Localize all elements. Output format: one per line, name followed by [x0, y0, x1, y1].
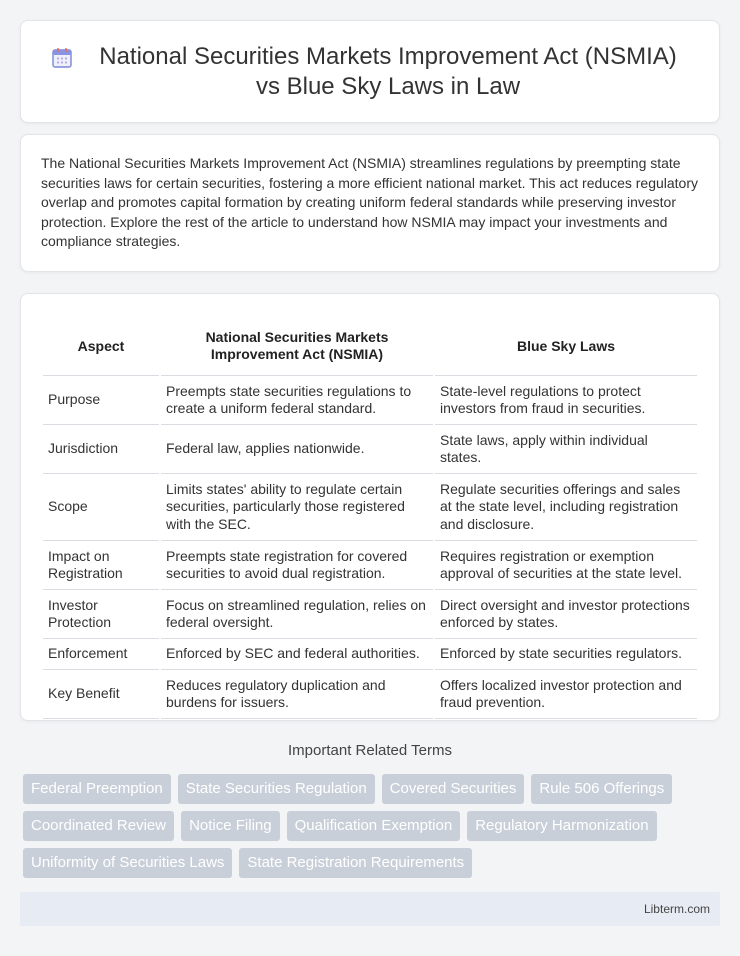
table-cell-blue-sky: Regulate securities offerings and sales at the state level, including registration and disclosure.: [435, 474, 697, 541]
table-cell-nsmia: Federal law, applies nationwide.: [161, 425, 433, 474]
table-row: [43, 425, 697, 474]
table-cell-nsmia: Focus on streamlined regulation, relies on federal oversight.: [161, 590, 433, 639]
table-cell-nsmia: Limits states' ability to regulate certain securities, particularly those registered with the SEC.: [161, 474, 433, 541]
table-cell-aspect: Jurisdiction: [43, 425, 159, 474]
related-term-tag[interactable]: Notice Filing: [181, 811, 280, 841]
table-cell-blue-sky: Requires registration or exemption approval of securities at the state level.: [435, 541, 697, 590]
footer-bar: [20, 892, 720, 926]
table-cell-nsmia: Preempts state securities regulations to create a uniform federal standard.: [161, 376, 433, 425]
related-term-tag[interactable]: Coordinated Review: [23, 811, 174, 841]
table-cell-blue-sky: State-level regulations to protect investors from fraud in securities.: [435, 376, 697, 425]
related-term-tag[interactable]: Qualification Exemption: [287, 811, 461, 841]
related-terms-heading: Important Related Terms: [288, 742, 452, 759]
table-cell-aspect: Scope: [43, 474, 159, 541]
calendar-icon: [51, 47, 73, 69]
table-cell-aspect: Enforcement: [43, 639, 159, 670]
table-header-row: [43, 314, 697, 376]
related-term-tag[interactable]: Uniformity of Securities Laws: [23, 848, 232, 878]
intro-card: [20, 134, 720, 272]
table-cell-aspect: Investor Protection: [43, 590, 159, 639]
related-term-tag[interactable]: State Registration Requirements: [239, 848, 472, 878]
intro-paragraph: The National Securities Markets Improvement Act (NSMIA) streamlines regulations by preempting state securities laws for certain securities, fostering a more efficient national market. This act reduces regulatory overlap and promotes capital formation by creating uniform federal standards while preserving investor protection. Explore the rest of the article to understand how NSMIA may impact your investments and compliance strategies.: [41, 155, 698, 249]
table-cell-nsmia: Reduces regulatory duplication and burdens for issuers.: [161, 670, 433, 719]
related-term-tag[interactable]: Covered Securities: [382, 774, 525, 804]
related-term-tag[interactable]: Regulatory Harmonization: [467, 811, 656, 841]
related-terms-list: [23, 774, 723, 878]
related-term-tag[interactable]: Federal Preemption: [23, 774, 171, 804]
table-row: [43, 590, 697, 639]
column-header-nsmia: National Securities Markets Improvement Act (NSMIA): [161, 314, 433, 376]
table-cell-nsmia: Enforced by SEC and federal authorities.: [161, 639, 433, 670]
table-cell-aspect: Impact on Registration: [43, 541, 159, 590]
page-title: National Securities Markets Improvement Act (NSMIA) vs Blue Sky Laws in Law: [99, 42, 677, 100]
table-cell-nsmia: Preempts state registration for covered securities to avoid dual registration.: [161, 541, 433, 590]
table-row: [43, 376, 697, 425]
footer-site-link[interactable]: Libterm.com: [643, 902, 710, 916]
column-header-blue-sky: Blue Sky Laws: [435, 314, 697, 376]
related-term-tag[interactable]: Rule 506 Offerings: [531, 774, 672, 804]
table-cell-blue-sky: Offers localized investor protection and fraud prevention.: [435, 670, 697, 719]
column-header-aspect: Aspect: [43, 314, 159, 376]
table-cell-blue-sky: State laws, apply within individual states.: [435, 425, 697, 474]
comparison-card: [20, 293, 720, 721]
table-cell-aspect: Key Benefit: [43, 670, 159, 719]
table-row: [43, 639, 697, 670]
title-row: [21, 21, 719, 122]
table-cell-blue-sky: Enforced by state securities regulators.: [435, 639, 697, 670]
related-term-tag[interactable]: State Securities Regulation: [178, 774, 375, 804]
table-cell-blue-sky: Direct oversight and investor protections enforced by states.: [435, 590, 697, 639]
comparison-table: [41, 314, 699, 719]
table-row: [43, 670, 697, 719]
table-row: [43, 541, 697, 590]
table-row: [43, 474, 697, 541]
title-card: [20, 20, 720, 123]
table-cell-aspect: Purpose: [43, 376, 159, 425]
